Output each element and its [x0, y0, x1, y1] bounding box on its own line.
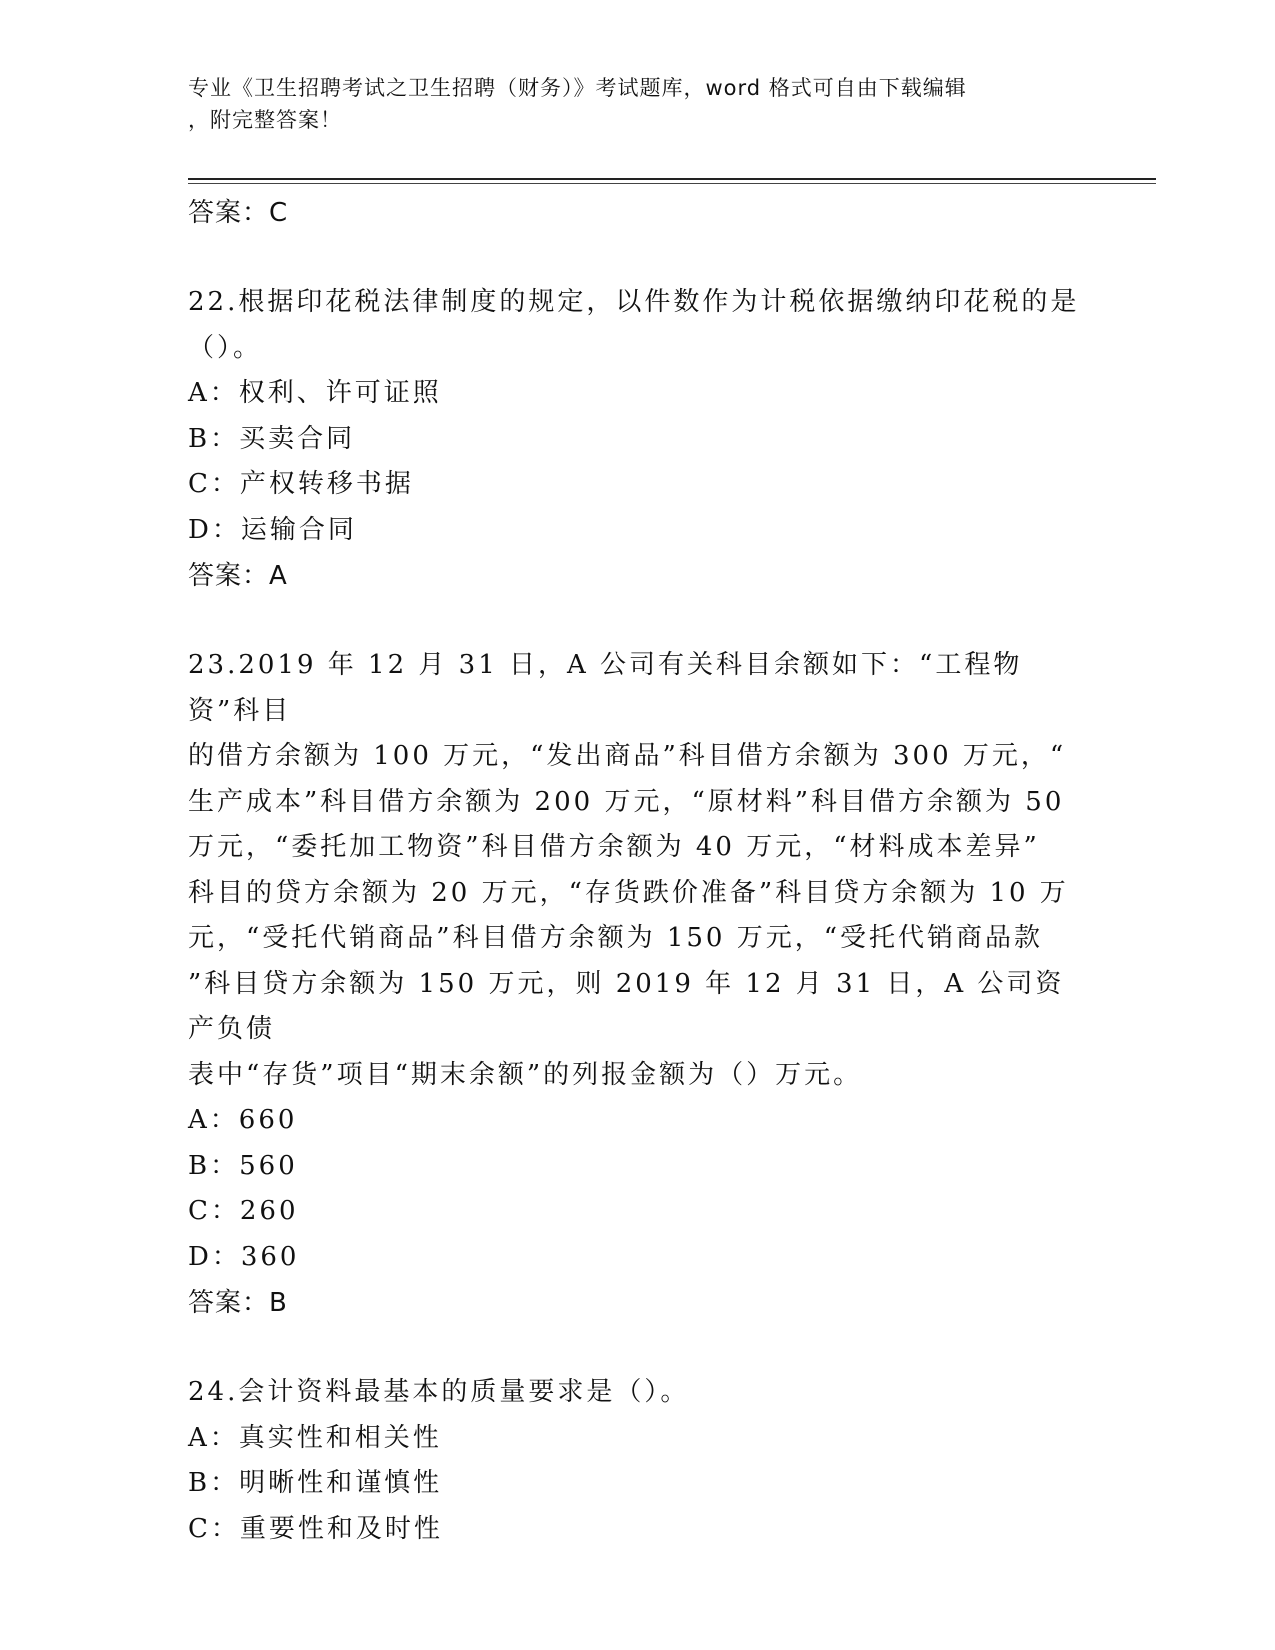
option-d: D：运输合同	[188, 514, 357, 545]
previous-answer: 答案：C	[188, 198, 289, 228]
question-stem-line: ”科目贷方余额为 150 万元，则 2019 年 12 月 31 日，A 公司资产负债	[188, 968, 1065, 1044]
header-rule-thin	[188, 183, 1156, 184]
question-stem-line: 万元，“委托加工物资”科目借方余额为 40 万元，“材料成本差异”	[188, 832, 1040, 862]
answer-line: 答案：A	[188, 561, 288, 591]
page-header	[188, 72, 1068, 136]
option-b: B：560	[188, 1150, 298, 1181]
spacer	[188, 1326, 1088, 1370]
option-a: A：660	[188, 1105, 298, 1135]
option-c: C：重要性和及时性	[188, 1513, 443, 1544]
question-stem-line: 生产成本”科目借方余额为 200 万元，“原材料”科目借方余额为 50	[188, 786, 1065, 817]
question-23	[188, 643, 1088, 1326]
header-line-1: 专业《卫生招聘考试之卫生招聘（财务）》考试题库，word 格式可自由下载编辑	[188, 76, 967, 100]
question-stem-line: 22.根据印花税法律制度的规定，以件数作为计税依据缴纳印花税的是	[188, 287, 1080, 317]
question-stem-line: 元，“受托代销商品”科目借方余额为 150 万元，“受托代销商品款	[188, 923, 1044, 953]
option-c: C：产权转移书据	[188, 469, 414, 499]
option-a: A：权利、许可证照	[188, 378, 442, 408]
question-stem-line: （）。	[188, 332, 263, 363]
option-b: B：买卖合同	[188, 423, 356, 454]
spacer	[188, 599, 1088, 643]
option-d: D：360	[188, 1241, 300, 1272]
question-stem-line: 表中“存货”项目“期末余额”的列报金额为（）万元。	[188, 1059, 863, 1090]
document-body	[188, 190, 1088, 1552]
question-stem-line: 科目的贷方余额为 20 万元，“存货跌价准备”科目贷方余额为 10 万	[188, 877, 1069, 908]
option-a: A：真实性和相关性	[188, 1422, 442, 1453]
header-rule-thick	[188, 178, 1156, 180]
option-b: B：明晰性和谨慎性	[188, 1468, 443, 1498]
question-stem-line: 23.2019 年 12 月 31 日，A 公司有关科目余额如下：“工程物资”科目	[188, 650, 1023, 726]
spacer	[188, 236, 1088, 280]
answer-line: 答案：B	[188, 1288, 288, 1318]
question-24	[188, 1370, 1088, 1552]
question-stem-line: 的借方余额为 100 万元，“发出商品”科目借方余额为 300 万元，“	[188, 741, 1067, 771]
header-line-2: ，附完整答案！	[188, 108, 342, 132]
option-c: C：260	[188, 1196, 299, 1226]
question-22	[188, 280, 1088, 599]
question-stem-line: 24.会计资料最基本的质量要求是（）。	[188, 1377, 690, 1407]
